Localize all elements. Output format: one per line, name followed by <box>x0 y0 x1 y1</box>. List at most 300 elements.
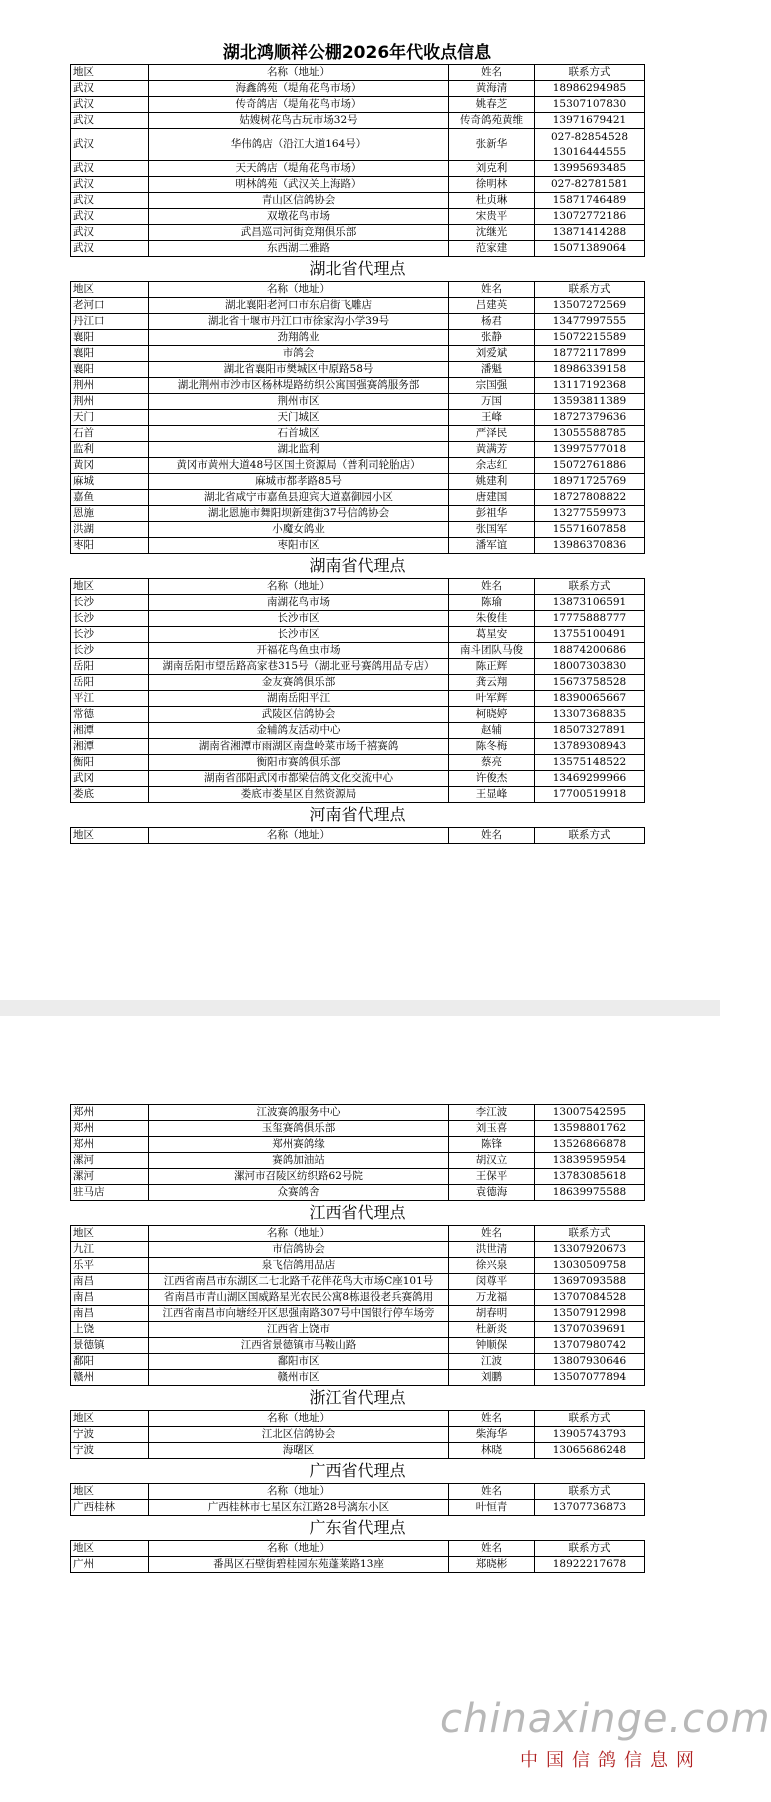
cell-name: 娄底市娄星区自然资源局 <box>149 787 449 803</box>
cell-person: 刘鹏 <box>449 1370 535 1386</box>
cell-name: 鄱阳市区 <box>149 1354 449 1370</box>
cell-person: 徐兴泉 <box>449 1258 535 1274</box>
cell-region: 郑州 <box>71 1121 149 1137</box>
cell-contact: 13469299966 <box>535 771 645 787</box>
section-title: 河南省代理点 <box>71 803 645 828</box>
cell-name: 赛鸽加油站 <box>149 1153 449 1169</box>
cell-contact: 18772117899 <box>535 346 645 362</box>
cell-name: 天天鸽店（堤角花鸟市场） <box>149 161 449 177</box>
cell-name: 湖南岳阳平江 <box>149 691 449 707</box>
cell-name: 长沙市区 <box>149 627 449 643</box>
cell-contact: 15072215589 <box>535 330 645 346</box>
header-person: 姓名 <box>449 1541 535 1557</box>
header-row <box>71 1226 645 1242</box>
cell-name: 枣阳市区 <box>149 538 449 554</box>
cell-person: 柴海华 <box>449 1427 535 1443</box>
cell-region: 恩施 <box>71 506 149 522</box>
cell-person: 杨君 <box>449 314 535 330</box>
cell-contact: 027-82781581 <box>535 177 645 193</box>
contact-line-2: 13016444555 <box>552 145 627 158</box>
cell-person: 江波 <box>449 1354 535 1370</box>
table-row <box>71 1322 645 1338</box>
table-row <box>71 538 645 554</box>
cell-person: 宗国强 <box>449 378 535 394</box>
header-person: 姓名 <box>449 828 535 844</box>
header-name: 名称（地址） <box>149 65 449 81</box>
cell-person: 胡春明 <box>449 1306 535 1322</box>
cell-region: 黄冈 <box>71 458 149 474</box>
cell-person: 南斗团队马俊 <box>449 643 535 659</box>
header-contact: 联系方式 <box>535 1411 645 1427</box>
cell-contact: 13871414288 <box>535 225 645 241</box>
cell-contact: 18727808822 <box>535 490 645 506</box>
cell-name: 省南昌市青山湖区国威路星光农民公寓8栋退役老兵赛鸽用 <box>149 1290 449 1306</box>
header-region: 地区 <box>71 828 149 844</box>
cell-name: 泉飞信鸽用品店 <box>149 1258 449 1274</box>
cell-region: 鄱阳 <box>71 1354 149 1370</box>
cell-region: 武汉 <box>71 81 149 97</box>
cell-contact: 13783085618 <box>535 1169 645 1185</box>
cell-region: 景德镇 <box>71 1338 149 1354</box>
cell-name: 荆州市区 <box>149 394 449 410</box>
cell-name: 衡阳市赛鸽俱乐部 <box>149 755 449 771</box>
cell-contact: 13971679421 <box>535 113 645 129</box>
table-row <box>71 595 645 611</box>
cell-name: 东西湖二雅路 <box>149 241 449 257</box>
cell-region: 荆州 <box>71 394 149 410</box>
cell-contact: 13007542595 <box>535 1105 645 1121</box>
cell-name: 金友赛鸽俱乐部 <box>149 675 449 691</box>
cell-person: 郑晓彬 <box>449 1557 535 1573</box>
cell-region: 监利 <box>71 442 149 458</box>
cell-name: 武昌巡司河街竞翔俱乐部 <box>149 225 449 241</box>
table-row <box>71 81 645 97</box>
cell-region: 长沙 <box>71 627 149 643</box>
cell-name: 黄冈市黄州大道48号区国土资源局（普利司轮胎店） <box>149 458 449 474</box>
cell-person: 万龙福 <box>449 1290 535 1306</box>
cell-contact: 18507327891 <box>535 723 645 739</box>
cell-region: 广州 <box>71 1557 149 1573</box>
header-name: 名称（地址） <box>149 579 449 595</box>
cell-region: 老河口 <box>71 298 149 314</box>
table-row <box>71 193 645 209</box>
section-title: 广东省代理点 <box>71 1516 645 1541</box>
cell-person: 刘克利 <box>449 161 535 177</box>
cell-region: 常德 <box>71 707 149 723</box>
cell-name: 武陵区信鸽协会 <box>149 707 449 723</box>
cell-region: 平江 <box>71 691 149 707</box>
cell-contact: 15673758528 <box>535 675 645 691</box>
header-person: 姓名 <box>449 1484 535 1500</box>
table-row <box>71 723 645 739</box>
table-row <box>71 643 645 659</box>
table-row <box>71 611 645 627</box>
cell-region: 武汉 <box>71 129 149 161</box>
cell-person: 潘魁 <box>449 362 535 378</box>
cell-name: 姑嫂树花鸟古玩市场32号 <box>149 113 449 129</box>
cell-contact: 17775888777 <box>535 611 645 627</box>
cell-region: 襄阳 <box>71 362 149 378</box>
cell-person: 刘爱斌 <box>449 346 535 362</box>
header-row <box>71 282 645 298</box>
cell-person: 宋贵平 <box>449 209 535 225</box>
cell-person: 吕建英 <box>449 298 535 314</box>
header-name: 名称（地址） <box>149 282 449 298</box>
page-title: 湖北鸿顺祥公棚2026年代收点信息 <box>222 43 492 63</box>
cell-region: 衡阳 <box>71 755 149 771</box>
cell-contact: 17700519918 <box>535 787 645 803</box>
cell-region: 枣阳 <box>71 538 149 554</box>
cell-contact: 13593811389 <box>535 394 645 410</box>
table-row <box>71 506 645 522</box>
cell-region: 南昌 <box>71 1274 149 1290</box>
cell-person: 张国军 <box>449 522 535 538</box>
cell-region: 武汉 <box>71 241 149 257</box>
cell-person: 叶军辉 <box>449 691 535 707</box>
cell-contact: 15307107830 <box>535 97 645 113</box>
header-contact: 联系方式 <box>535 1541 645 1557</box>
cell-name: 湖北监利 <box>149 442 449 458</box>
cell-name: 湖北襄阳老河口市东启街飞雕店 <box>149 298 449 314</box>
header-row <box>71 579 645 595</box>
section-title-row <box>71 1201 645 1226</box>
cell-person: 洪世清 <box>449 1242 535 1258</box>
cell-name: 麻城市都孝路85号 <box>149 474 449 490</box>
table-row <box>71 330 645 346</box>
cell-person: 王显峰 <box>449 787 535 803</box>
cell-contact: 13755100491 <box>535 627 645 643</box>
cell-contact: 13277559973 <box>535 506 645 522</box>
cell-name: 江西省南昌市东湖区二七北路千花伴花鸟大市场C座101号 <box>149 1274 449 1290</box>
table-row <box>71 739 645 755</box>
table-row <box>71 771 645 787</box>
cell-person: 林晓 <box>449 1443 535 1459</box>
table-row <box>71 346 645 362</box>
cell-person: 葛星安 <box>449 627 535 643</box>
table-row <box>71 787 645 803</box>
cell-person: 沈继光 <box>449 225 535 241</box>
cell-region: 麻城 <box>71 474 149 490</box>
section-title-row <box>71 257 645 282</box>
table-row <box>71 298 645 314</box>
cell-name: 江西省南昌市向塘经开区思强南路307号中国银行停车场旁 <box>149 1306 449 1322</box>
header-person: 姓名 <box>449 65 535 81</box>
header-contact: 联系方式 <box>535 1484 645 1500</box>
cell-name: 小魔女鸽业 <box>149 522 449 538</box>
cell-contact: 15871746489 <box>535 193 645 209</box>
sheet-page-2 <box>70 1104 644 1573</box>
table-row <box>71 675 645 691</box>
sheet-page-1 <box>70 42 644 844</box>
cell-name: 江波赛鸽服务中心 <box>149 1105 449 1121</box>
table-row <box>71 755 645 771</box>
cell-name: 劲翔鸽业 <box>149 330 449 346</box>
cell-contact: 13707736873 <box>535 1500 645 1516</box>
cell-contact: 13477997555 <box>535 314 645 330</box>
cell-region: 赣州 <box>71 1370 149 1386</box>
table-row <box>71 129 645 161</box>
cell-name: 湖南岳阳市望岳路高家巷315号（湖北亚号赛鸽用品专店） <box>149 659 449 675</box>
cell-region: 宁波 <box>71 1443 149 1459</box>
cell-region: 湘潭 <box>71 739 149 755</box>
cell-region: 漯河 <box>71 1169 149 1185</box>
cell-region: 岳阳 <box>71 659 149 675</box>
section-title: 江西省代理点 <box>71 1201 645 1226</box>
section-title-row <box>71 1516 645 1541</box>
cell-name: 海曙区 <box>149 1443 449 1459</box>
cell-name: 湖北荆州市沙市区杨林堤路纺织公寓国强赛鸽服务部 <box>149 378 449 394</box>
header-region: 地区 <box>71 1484 149 1500</box>
section-title: 广西省代理点 <box>71 1459 645 1484</box>
header-region: 地区 <box>71 65 149 81</box>
cell-person: 陈冬梅 <box>449 739 535 755</box>
cell-region: 嘉鱼 <box>71 490 149 506</box>
cell-contact: 13065686248 <box>535 1443 645 1459</box>
cell-contact: 13839595954 <box>535 1153 645 1169</box>
section-title-row <box>71 803 645 828</box>
cell-region: 漯河 <box>71 1153 149 1169</box>
cell-contact: 13707084528 <box>535 1290 645 1306</box>
table-row <box>71 458 645 474</box>
table-row <box>71 1274 645 1290</box>
cell-contact: 13055588785 <box>535 426 645 442</box>
contact-line-1: 027-82854528 <box>550 130 629 143</box>
table-row <box>71 1290 645 1306</box>
table-row <box>71 241 645 257</box>
cell-name: 传奇鸽店（堤角花鸟市场） <box>149 97 449 113</box>
table-row <box>71 426 645 442</box>
header-name: 名称（地址） <box>149 1541 449 1557</box>
cell-person: 朱俊佳 <box>449 611 535 627</box>
cell-region: 武冈 <box>71 771 149 787</box>
table-row <box>71 522 645 538</box>
header-region: 地区 <box>71 579 149 595</box>
cell-name: 漯河市召陵区纺织路62号院 <box>149 1169 449 1185</box>
cell-name: 湖北恩施市舞阳坝新建街37号信鸽协会 <box>149 506 449 522</box>
table-row <box>71 707 645 723</box>
cell-contact: 15571607858 <box>535 522 645 538</box>
cell-contact: 13030509758 <box>535 1258 645 1274</box>
header-name: 名称（地址） <box>149 1411 449 1427</box>
header-region: 地区 <box>71 1226 149 1242</box>
table-row <box>71 1500 645 1516</box>
table-row <box>71 490 645 506</box>
section-title-row <box>71 1459 645 1484</box>
cell-region: 南昌 <box>71 1306 149 1322</box>
cell-person: 姚春芝 <box>449 97 535 113</box>
cell-region: 武汉 <box>71 113 149 129</box>
table-row <box>71 1370 645 1386</box>
cell-name: 开福花鸟鱼虫市场 <box>149 643 449 659</box>
table-row <box>71 1258 645 1274</box>
cell-person: 严泽民 <box>449 426 535 442</box>
cell-region: 宁波 <box>71 1427 149 1443</box>
cell-person: 唐建国 <box>449 490 535 506</box>
cell-person: 余志红 <box>449 458 535 474</box>
cell-person: 万国 <box>449 394 535 410</box>
cell-contact: 13707039691 <box>535 1322 645 1338</box>
cell-region: 石首 <box>71 426 149 442</box>
cell-name: 双墩花鸟市场 <box>149 209 449 225</box>
cell-name: 市鸽会 <box>149 346 449 362</box>
cell-person: 姚建利 <box>449 474 535 490</box>
table-row <box>71 410 645 426</box>
cell-name: 南湖花鸟市场 <box>149 595 449 611</box>
watermark-site-name: 中国信鸽信息网 <box>520 1750 702 1771</box>
cell-person: 蔡亮 <box>449 755 535 771</box>
cell-contact: 18971725769 <box>535 474 645 490</box>
cell-contact: 18986294985 <box>535 81 645 97</box>
cell-person: 黄海清 <box>449 81 535 97</box>
cell-region: 荆州 <box>71 378 149 394</box>
cell-name: 海鑫鸽苑（堤角花鸟市场） <box>149 81 449 97</box>
cell-person: 张静 <box>449 330 535 346</box>
cell-region: 武汉 <box>71 161 149 177</box>
table-row <box>71 1153 645 1169</box>
cell-region: 上饶 <box>71 1322 149 1338</box>
header-contact: 联系方式 <box>535 1226 645 1242</box>
cell-region: 长沙 <box>71 643 149 659</box>
header-row <box>71 1411 645 1427</box>
cell-contact: 13707980742 <box>535 1338 645 1354</box>
table-row <box>71 474 645 490</box>
cell-contact: 18986339158 <box>535 362 645 378</box>
cell-person: 胡汉立 <box>449 1153 535 1169</box>
cell-region: 九江 <box>71 1242 149 1258</box>
header-person: 姓名 <box>449 1411 535 1427</box>
cell-name: 广西桂林市七星区东江路28号漓东小区 <box>149 1500 449 1516</box>
header-person: 姓名 <box>449 282 535 298</box>
cell-person: 赵辅 <box>449 723 535 739</box>
cell-contact: 13905743793 <box>535 1427 645 1443</box>
table-row <box>71 1338 645 1354</box>
table-row <box>71 1105 645 1121</box>
page-gap <box>0 1000 720 1016</box>
agent-table-1 <box>70 64 645 844</box>
cell-region: 长沙 <box>71 595 149 611</box>
cell-name: 番禺区石壁街碧桂园东苑蓬莱路13座 <box>149 1557 449 1573</box>
cell-name: 明林鸽苑（武汉关上海路） <box>149 177 449 193</box>
cell-person: 范家建 <box>449 241 535 257</box>
cell-contact: 13507272569 <box>535 298 645 314</box>
table-row <box>71 225 645 241</box>
header-contact: 联系方式 <box>535 579 645 595</box>
cell-region: 南昌 <box>71 1290 149 1306</box>
cell-contact <box>535 129 645 161</box>
cell-contact: 15072761886 <box>535 458 645 474</box>
cell-contact: 13575148522 <box>535 755 645 771</box>
cell-contact: 13307920673 <box>535 1242 645 1258</box>
cell-person: 彭祖华 <box>449 506 535 522</box>
cell-contact: 13307368835 <box>535 707 645 723</box>
cell-region: 武汉 <box>71 97 149 113</box>
cell-person: 徐明林 <box>449 177 535 193</box>
table-row <box>71 177 645 193</box>
cell-region: 湘潭 <box>71 723 149 739</box>
table-row <box>71 1242 645 1258</box>
header-contact: 联系方式 <box>535 828 645 844</box>
table-row <box>71 1427 645 1443</box>
header-contact: 联系方式 <box>535 282 645 298</box>
header-row <box>71 65 645 81</box>
header-row <box>71 1484 645 1500</box>
table-row <box>71 362 645 378</box>
cell-person: 袁德海 <box>449 1185 535 1201</box>
cell-contact: 18727379636 <box>535 410 645 426</box>
cell-region: 天门 <box>71 410 149 426</box>
section-title-row <box>71 554 645 579</box>
cell-contact: 13697093588 <box>535 1274 645 1290</box>
section-title: 湖北省代理点 <box>71 257 645 282</box>
cell-person: 刘玉喜 <box>449 1121 535 1137</box>
table-row <box>71 378 645 394</box>
header-person: 姓名 <box>449 579 535 595</box>
cell-name: 湖北省十堰市丹江口市徐家沟小学39号 <box>149 314 449 330</box>
table-row <box>71 659 645 675</box>
table-row <box>71 314 645 330</box>
header-region: 地区 <box>71 282 149 298</box>
cell-contact: 13507077894 <box>535 1370 645 1386</box>
table-row <box>71 1443 645 1459</box>
cell-region: 洪湖 <box>71 522 149 538</box>
header-region: 地区 <box>71 1541 149 1557</box>
cell-region: 丹江口 <box>71 314 149 330</box>
cell-contact: 13507912998 <box>535 1306 645 1322</box>
header-region: 地区 <box>71 1411 149 1427</box>
table-row <box>71 113 645 129</box>
table-row <box>71 691 645 707</box>
cell-name: 众赛鸽舍 <box>149 1185 449 1201</box>
cell-person: 钟顺保 <box>449 1338 535 1354</box>
table-row <box>71 1137 645 1153</box>
cell-contact: 13986370836 <box>535 538 645 554</box>
cell-contact: 18639975588 <box>535 1185 645 1201</box>
cell-region: 武汉 <box>71 209 149 225</box>
cell-contact: 13117192368 <box>535 378 645 394</box>
cell-name: 江西省上饶市 <box>149 1322 449 1338</box>
cell-region: 长沙 <box>71 611 149 627</box>
header-name: 名称（地址） <box>149 1484 449 1500</box>
cell-contact: 13995693485 <box>535 161 645 177</box>
cell-contact: 18922217678 <box>535 1557 645 1573</box>
cell-name: 长沙市区 <box>149 611 449 627</box>
cell-name: 湖南省湘潭市雨湖区南盘岭菜市场千禧赛鸽 <box>149 739 449 755</box>
table-row <box>71 161 645 177</box>
cell-contact: 13598801762 <box>535 1121 645 1137</box>
cell-person: 张新华 <box>449 129 535 161</box>
cell-person: 杜新炎 <box>449 1322 535 1338</box>
cell-region: 岳阳 <box>71 675 149 691</box>
cell-person: 闵尊平 <box>449 1274 535 1290</box>
cell-name: 玉玺赛鸽俱乐部 <box>149 1121 449 1137</box>
table-row <box>71 1185 645 1201</box>
section-title: 湖南省代理点 <box>71 554 645 579</box>
cell-name: 天门城区 <box>149 410 449 426</box>
cell-person: 王保平 <box>449 1169 535 1185</box>
cell-person: 传奇鸽苑黄维 <box>449 113 535 129</box>
table-row <box>71 442 645 458</box>
cell-region: 郑州 <box>71 1137 149 1153</box>
cell-name: 石首城区 <box>149 426 449 442</box>
section-title: 浙江省代理点 <box>71 1386 645 1411</box>
cell-contact: 13997577018 <box>535 442 645 458</box>
header-person: 姓名 <box>449 1226 535 1242</box>
cell-person: 李江波 <box>449 1105 535 1121</box>
cell-region: 襄阳 <box>71 330 149 346</box>
header-name: 名称（地址） <box>149 1226 449 1242</box>
table-row <box>71 627 645 643</box>
cell-person: 陈正辉 <box>449 659 535 675</box>
